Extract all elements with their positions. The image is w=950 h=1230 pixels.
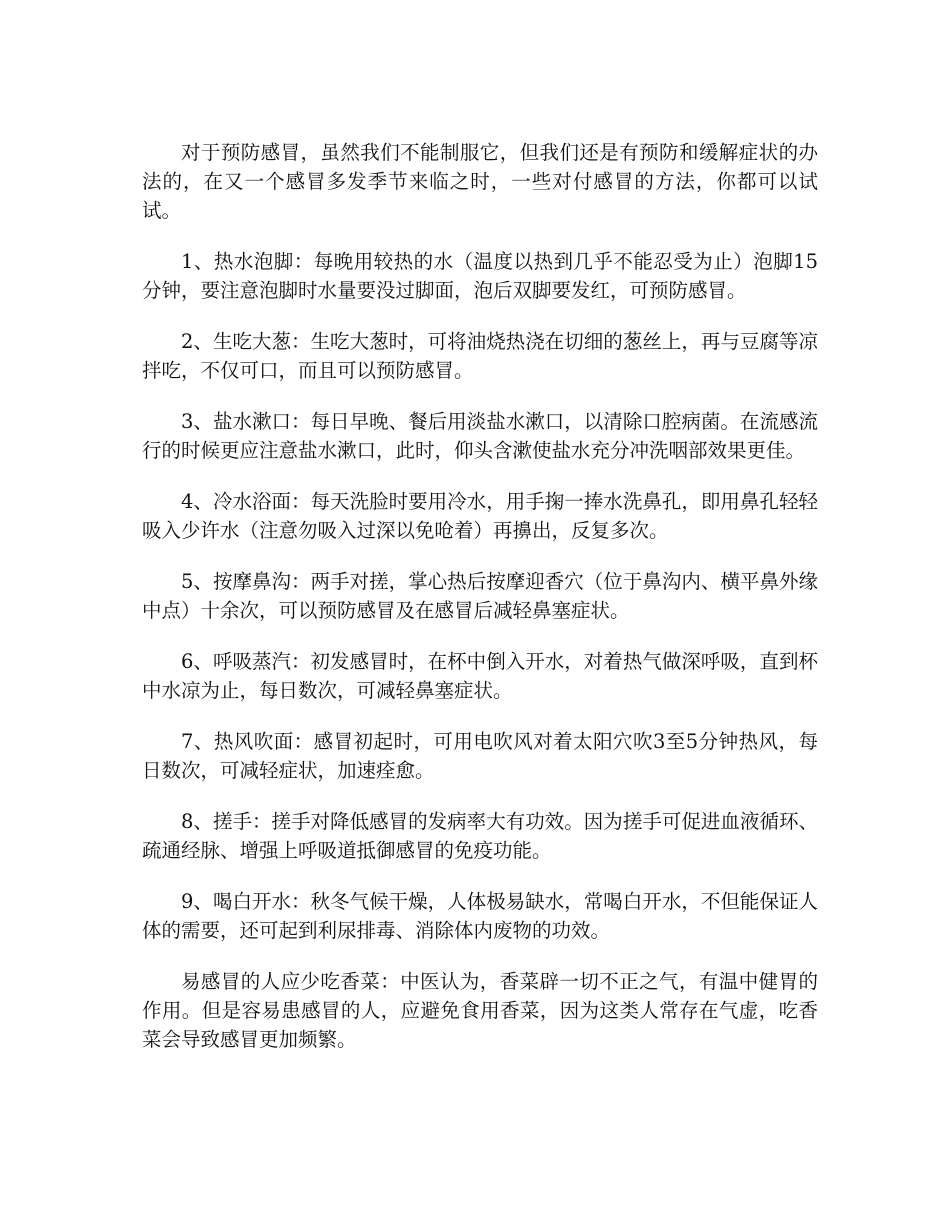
tip-paragraph-7: 7、热风吹面：感冒初起时，可用电吹风对着太阳穴吹3至5分钟热风，每日数次，可减轻症状，加速痊愈。 [142,730,818,782]
tip-paragraph-9: 9、喝白开水：秋冬气候干燥，人体极易缺水，常喝白开水，不但能保证人体的需要，还可起到利尿排毒、消除体内废物的功效。 [142,890,818,942]
closing-paragraph: 易感冒的人应少吃香菜：中医认为，香菜辟一切不正之气，有温中健胃的作用。但是容易患感冒的人，应避免食用香菜，因为这类人常存在气虚，吃香菜会导致感冒更加频繁。 [142,970,818,1051]
tip-paragraph-6: 6、呼吸蒸汽：初发感冒时，在杯中倒入开水，对着热气做深呼吸，直到杯中水凉为止，每日数次，可减轻鼻塞症状。 [142,650,818,702]
tip-paragraph-4: 4、冷水浴面：每天洗脸时要用冷水，用手掬一捧水洗鼻孔，即用鼻孔轻轻吸入少许水（注意勿吸入过深以免呛着）再擤出，反复多次。 [142,490,818,542]
tip-paragraph-1: 1、热水泡脚：每晚用较热的水（温度以热到几乎不能忍受为止）泡脚15分钟，要注意泡脚时水量要没过脚面，泡后双脚要发红，可预防感冒。 [142,250,818,302]
tip-paragraph-3: 3、盐水漱口：每日早晚、餐后用淡盐水漱口，以清除口腔病菌。在流感流行的时候更应注意盐水漱口，此时，仰头含漱使盐水充分冲洗咽部效果更佳。 [142,410,818,462]
tip-paragraph-2: 2、生吃大葱：生吃大葱时，可将油烧热浇在切细的葱丝上，再与豆腐等凉拌吃，不仅可口，而且可以预防感冒。 [142,330,818,382]
tip-paragraph-8: 8、搓手：搓手对降低感冒的发病率大有功效。因为搓手可促进血液循环、疏通经脉、增强上呼吸道抵御感冒的免疫功能。 [142,810,818,862]
document-body [142,138,818,1076]
tip-paragraph-5: 5、按摩鼻沟：两手对搓，掌心热后按摩迎香穴（位于鼻沟内、横平鼻外缘中点）十余次，可以预防感冒及在感冒后减轻鼻塞症状。 [142,570,818,622]
intro-paragraph: 对于预防感冒，虽然我们不能制服它，但我们还是有预防和缓解症状的办法的，在又一个感冒多发季节来临之时，一些对付感冒的方法，你都可以试试。 [142,141,818,222]
